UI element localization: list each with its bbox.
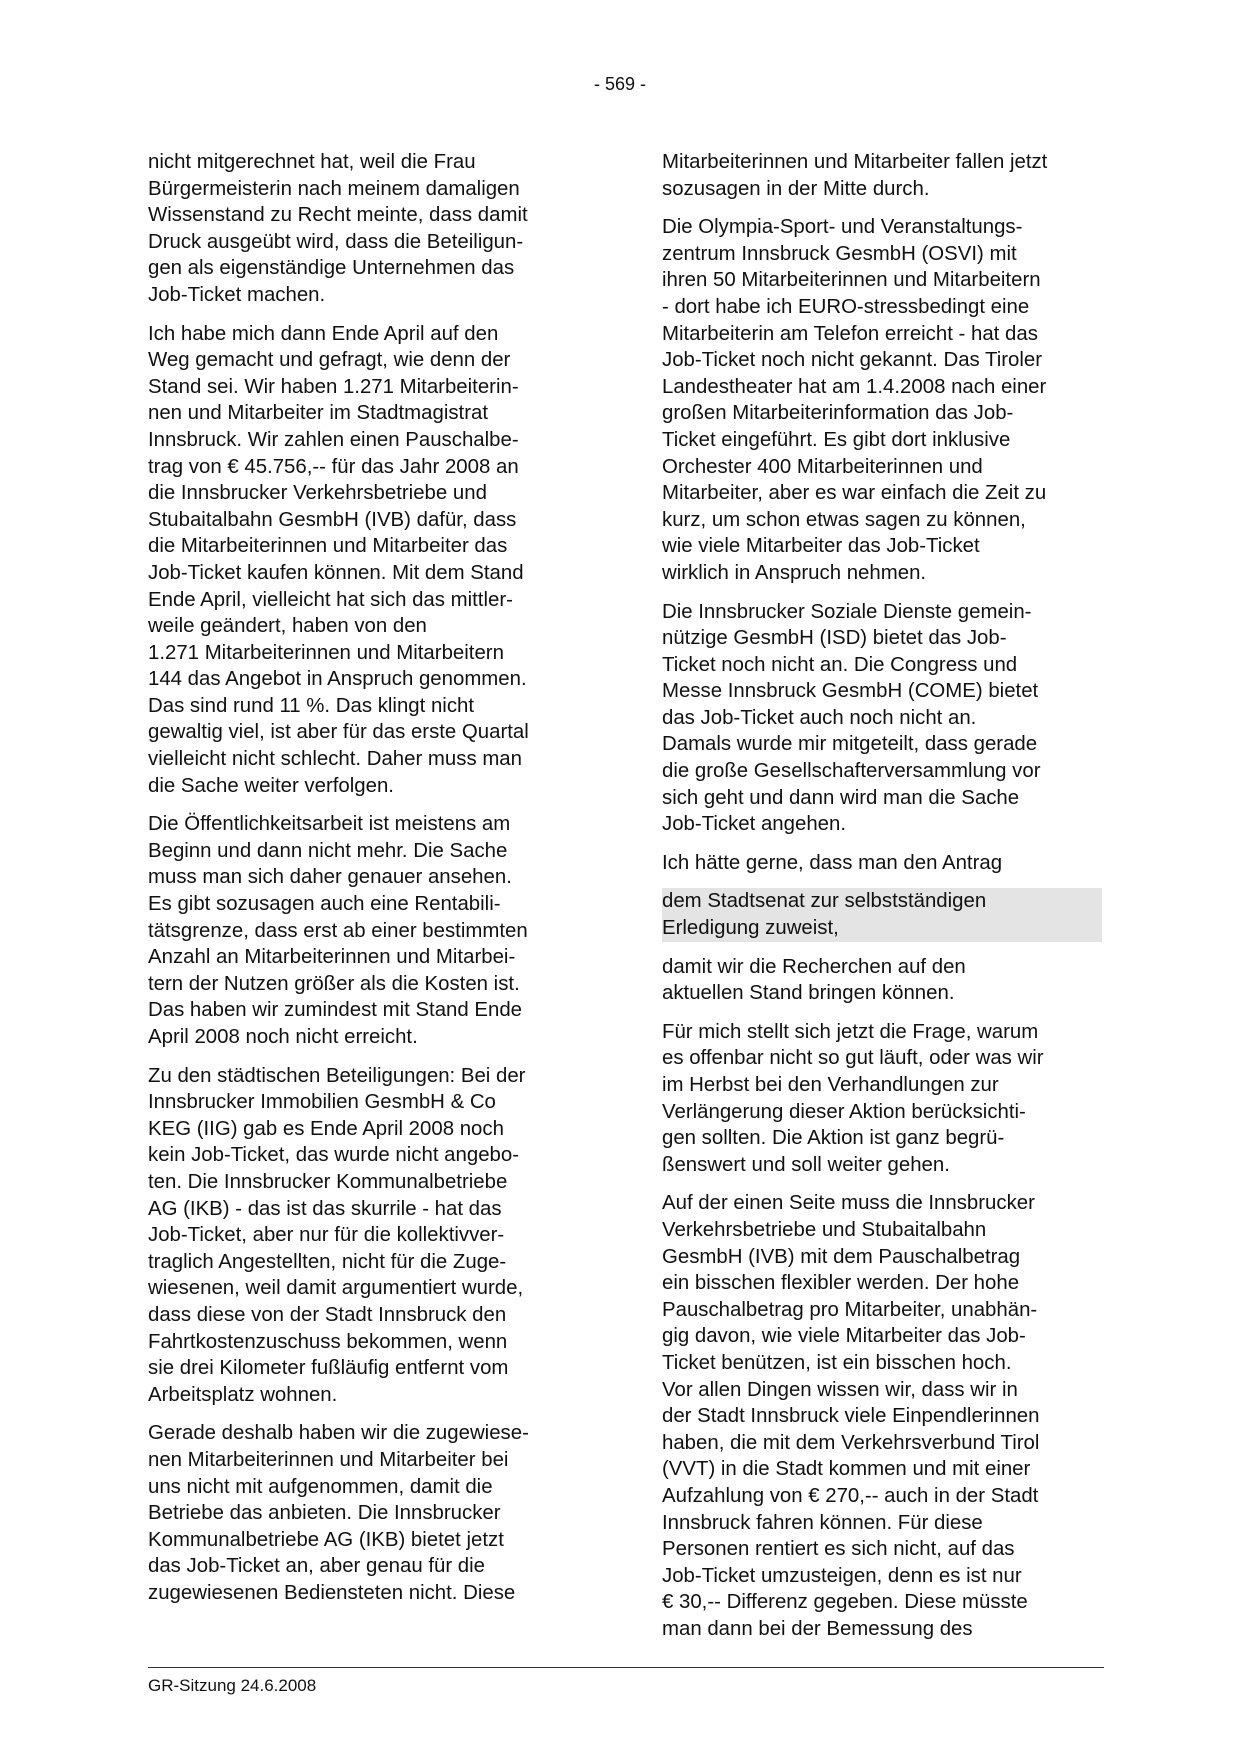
- page-number: - 569 -: [593, 74, 647, 94]
- text-line: tätsgrenze, dass erst ab einer bestimmten: [148, 919, 528, 942]
- text-line: AG (IKB) - das ist das skurrile - hat das: [148, 1197, 502, 1220]
- text-line: muss man sich daher genauer ansehen.: [148, 866, 512, 889]
- text-line: Gerade deshalb haben wir die zugewiese-: [148, 1422, 529, 1445]
- text-line: traglich Angestellten, nicht für die Zuge-: [148, 1250, 507, 1273]
- text-line: man dann bei der Bemessung des: [662, 1617, 973, 1640]
- text-line: im Herbst bei den Verhandlungen zur: [662, 1074, 999, 1096]
- paragraph: [148, 1063, 584, 1409]
- text-line: tern der Nutzen größer als die Kosten ist.: [148, 972, 520, 995]
- text-line: Auf der einen Seite muss die Innsbrucker: [662, 1192, 1035, 1215]
- text-line: ihren 50 Mitarbeiterinnen und Mitarbeitern: [662, 269, 1041, 292]
- text-line: zugewiesenen Bediensteten nicht. Diese: [148, 1581, 516, 1604]
- text-line: Ich habe mich dann Ende April auf den: [148, 322, 499, 345]
- text-line: Mitarbeiter, aber es war einfach die Zeit zu: [662, 482, 1047, 505]
- text-line: wiesenen, weil damit argumentiert wurde,: [148, 1277, 524, 1300]
- text-line: gewaltig viel, ist aber für das erste Quartal: [148, 721, 529, 744]
- text-line: Die Innsbrucker Soziale Dienste gemein-: [662, 600, 1032, 623]
- text-line: Verlängerung dieser Aktion berücksichti-: [662, 1100, 1026, 1123]
- text-line: die Mitarbeiterinnen und Mitarbeiter das: [148, 535, 508, 558]
- text-line: Die Öffentlichkeitsarbeit ist meistens am: [148, 813, 511, 836]
- text-line: Personen rentiert es sich nicht, auf das: [662, 1538, 1015, 1561]
- text-line: Weg gemacht und gefragt, wie denn der: [148, 349, 511, 372]
- text-line: nen Mitarbeiterinnen und Mitarbeiter bei: [148, 1448, 509, 1471]
- text-line: Mitarbeiterin am Telefon erreicht - hat das: [662, 322, 1038, 345]
- text-line: € 30,-- Differenz gegeben. Diese müsste: [662, 1591, 1028, 1614]
- paragraph: [148, 1420, 584, 1606]
- left-text-column: [148, 149, 584, 1618]
- text-line: Kommunalbetriebe AG (IKB) bietet jetzt: [148, 1528, 504, 1551]
- paragraph: [662, 1019, 1102, 1179]
- text-line: zentrum Innsbruck GesmbH (OSVI) mit: [662, 242, 1017, 265]
- text-line: Vor allen Dingen wissen wir, dass wir in: [662, 1378, 1018, 1401]
- text-line: Ticket eingeführt. Es gibt dort inklusive: [662, 428, 1011, 451]
- text-line: Messe Innsbruck GesmbH (COME) bietet: [662, 680, 1039, 703]
- text-line: Innsbrucker Immobilien GesmbH & Co: [148, 1091, 496, 1114]
- text-line: Pauschalbetrag pro Mitarbeiter, unabhän-: [662, 1298, 1038, 1321]
- text-line: Beginn und dann nicht mehr. Die Sache: [148, 839, 508, 862]
- text-line: Das haben wir zumindest mit Stand Ende: [148, 999, 523, 1022]
- paragraph: [148, 149, 584, 309]
- text-line: Orchester 400 Mitarbeiterinnen und: [662, 455, 983, 478]
- text-line: Verkehrsbetriebe und Stubaitalbahn: [662, 1218, 987, 1241]
- text-line: Druck ausgeübt wird, dass die Beteiligun-: [148, 230, 524, 253]
- text-line: Wissenstand zu Recht meinte, dass damit: [148, 204, 528, 227]
- text-line: Damals wurde mir mitgeteilt, dass gerade: [662, 733, 1038, 756]
- text-line: dem Stadtsenat zur selbstständigen: [662, 890, 987, 913]
- text-line: Bürgermeisterin nach meinem damaligen: [148, 177, 520, 200]
- paragraph: [662, 850, 1102, 877]
- footer-divider: [148, 1667, 1104, 1668]
- highlighted-motion-text: [662, 888, 1102, 941]
- text-line: gen sollten. Die Aktion ist ganz begrü-: [662, 1127, 1005, 1150]
- right-text-column: [662, 149, 1102, 1654]
- text-line: sozusagen in der Mitte durch.: [662, 177, 930, 200]
- text-line: 144 das Angebot in Anspruch genommen.: [148, 668, 527, 691]
- paragraph: [662, 599, 1102, 838]
- text-line: vielleicht nicht schlecht. Daher muss man: [148, 748, 522, 771]
- text-line: trag von € 45.756,-- für das Jahr 2008 an: [148, 455, 519, 478]
- text-line: das Job-Ticket an, aber genau für die: [148, 1555, 486, 1578]
- text-line: ten. Die Innsbrucker Kommunalbetriebe: [148, 1170, 508, 1193]
- text-line: damit wir die Recherchen auf den: [662, 955, 966, 978]
- text-line: Das sind rund 11 %. Das klingt nicht: [148, 694, 475, 717]
- text-line: großen Mitarbeiterinformation das Job-: [662, 402, 1014, 425]
- footer-session-label: GR-Sitzung 24.6.2008: [148, 1676, 317, 1695]
- text-line: sich geht und dann wird man die Sache: [662, 786, 1020, 809]
- text-line: haben, die mit dem Verkehrsverbund Tirol: [662, 1431, 1040, 1454]
- text-line: Es gibt sozusagen auch eine Rentabili-: [148, 893, 501, 916]
- text-line: Job-Ticket machen.: [148, 283, 326, 306]
- text-line: nen und Mitarbeiter im Stadtmagistrat: [148, 402, 488, 425]
- text-line: Ich hätte gerne, dass man den Antrag: [662, 851, 1003, 874]
- text-line: aktuellen Stand bringen können.: [662, 982, 955, 1005]
- text-line: 1.271 Mitarbeiterinnen und Mitarbeitern: [148, 641, 504, 664]
- paragraph: [662, 149, 1102, 202]
- text-line: Ende April, vielleicht hat sich das mittler-: [148, 588, 513, 611]
- paragraph: [662, 1190, 1102, 1642]
- text-line: Ticket benützen, ist ein bisschen hoch.: [662, 1351, 1012, 1374]
- text-line: nicht mitgerechnet hat, weil die Frau: [148, 151, 476, 173]
- text-line: Stubaitalbahn GesmbH (IVB) dafür, dass: [148, 508, 517, 531]
- paragraph: [148, 811, 584, 1050]
- text-line: GesmbH (IVB) mit dem Pauschalbetrag: [662, 1245, 1021, 1268]
- text-line: Ticket noch nicht an. Die Congress und: [662, 653, 1018, 676]
- text-line: die große Gesellschafterversammlung vor: [662, 760, 1041, 783]
- paragraph: [662, 954, 1102, 1007]
- text-line: uns nicht mit aufgenommen, damit die: [148, 1475, 493, 1498]
- paragraph: [148, 321, 584, 800]
- text-line: der Stadt Innsbruck viele Einpendlerinnen: [662, 1405, 1040, 1428]
- text-line: Zu den städtischen Beteiligungen: Bei der: [148, 1064, 526, 1087]
- text-line: Landestheater hat am 1.4.2008 nach einer: [662, 375, 1047, 398]
- text-line: ein bisschen flexibler werden. Der hohe: [662, 1272, 1020, 1295]
- text-line: gen als eigenständige Unternehmen das: [148, 257, 515, 280]
- text-line: - dort habe ich EURO-stressbedingt eine: [662, 295, 1030, 318]
- text-line: wie viele Mitarbeiter das Job-Ticket: [662, 535, 980, 558]
- text-line: Job-Ticket kaufen können. Mit dem Stand: [148, 561, 524, 584]
- text-line: (VVT) in die Stadt kommen und mit einer: [662, 1458, 1031, 1481]
- paragraph: [662, 214, 1102, 586]
- text-line: sie drei Kilometer fußläufig entfernt vom: [148, 1357, 509, 1380]
- text-line: gig davon, wie viele Mitarbeiter das Job-: [662, 1325, 1026, 1348]
- text-line: die Innsbrucker Verkehrsbetriebe und: [148, 482, 487, 505]
- text-line: weile geändert, haben von den: [148, 615, 427, 638]
- text-line: die Sache weiter verfolgen.: [148, 774, 394, 797]
- text-line: Betriebe das anbieten. Die Innsbrucker: [148, 1502, 501, 1525]
- text-line: Anzahl an Mitarbeiterinnen und Mitarbei-: [148, 946, 516, 969]
- text-line: Fahrtkostenzuschuss bekommen, wenn: [148, 1330, 508, 1353]
- text-line: Innsbruck. Wir zahlen einen Pauschalbe-: [148, 428, 519, 451]
- text-line: Für mich stellt sich jetzt die Frage, warum: [662, 1020, 1039, 1043]
- text-line: wirklich in Anspruch nehmen.: [662, 561, 927, 584]
- text-line: Erledigung zuweist,: [662, 917, 839, 940]
- text-line: Aufzahlung von € 270,-- auch in der Stadt: [662, 1484, 1039, 1507]
- text-line: Mitarbeiterinnen und Mitarbeiter fallen jetzt: [662, 151, 1048, 173]
- text-line: Job-Ticket, aber nur für die kollektivver-: [148, 1224, 505, 1247]
- text-line: kein Job-Ticket, das wurde nicht angebo-: [148, 1144, 520, 1167]
- text-line: Job-Ticket umzusteigen, denn es ist nur: [662, 1564, 1022, 1587]
- text-line: Arbeitsplatz wohnen.: [148, 1383, 338, 1406]
- text-line: dass diese von der Stadt Innsbruck den: [148, 1303, 507, 1326]
- text-line: Job-Ticket angehen.: [662, 813, 847, 836]
- text-line: Job-Ticket noch nicht gekannt. Das Tiroler: [662, 349, 1043, 372]
- text-line: April 2008 noch nicht erreicht.: [148, 1026, 418, 1048]
- text-line: nützige GesmbH (ISD) bietet das Job-: [662, 627, 1007, 650]
- text-line: KEG (IIG) gab es Ende April 2008 noch: [148, 1117, 504, 1140]
- text-line: kurz, um schon etwas sagen zu können,: [662, 508, 1026, 531]
- text-line: ßenswert und soll weiter gehen.: [662, 1153, 950, 1176]
- text-line: das Job-Ticket auch noch nicht an.: [662, 706, 977, 729]
- text-line: Die Olympia-Sport- und Veranstaltungs-: [662, 216, 1023, 239]
- text-line: es offenbar nicht so gut läuft, oder was wir: [662, 1047, 1044, 1070]
- text-line: Innsbruck fahren können. Für diese: [662, 1511, 983, 1534]
- text-line: Stand sei. Wir haben 1.271 Mitarbeiterin-: [148, 375, 519, 398]
